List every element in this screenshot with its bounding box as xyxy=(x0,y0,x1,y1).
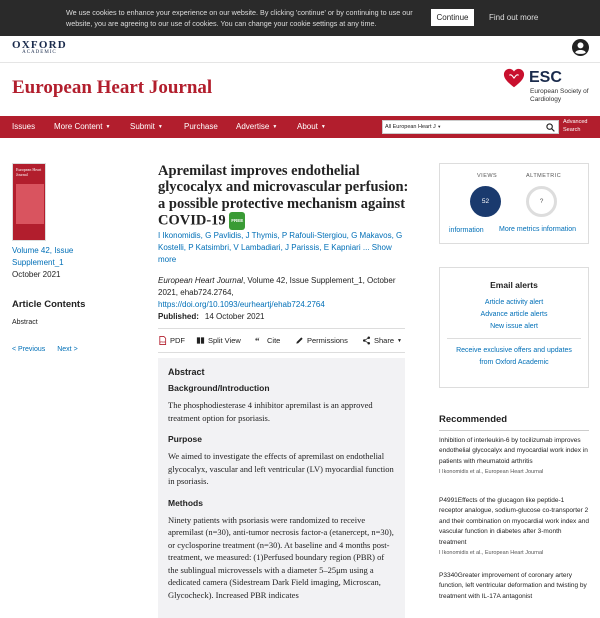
advanced-search-link[interactable]: Advanced Search xyxy=(563,119,588,133)
contents-abstract-link[interactable]: Abstract xyxy=(12,319,38,326)
information-icon[interactable] xyxy=(449,227,484,234)
nav-more-content[interactable] xyxy=(54,122,110,131)
purpose-heading: Purpose xyxy=(168,434,203,444)
nav-advertise-label: Advertise xyxy=(236,122,270,131)
recommended-divider xyxy=(439,430,589,431)
search-input[interactable] xyxy=(382,120,559,134)
permissions-label: Permissions xyxy=(307,336,348,345)
search-icon[interactable] xyxy=(546,123,555,132)
published-value: 14 October 2021 xyxy=(204,312,265,321)
published-label: Published: xyxy=(158,312,199,321)
cookie-find-out-more-link[interactable]: Find out more xyxy=(489,13,539,22)
recommended-title[interactable]: Inhibition of interleukin-6 by tocilizumab improves endothelial glycocalyx and myocardial work index in patients with rheumatoid arthritis xyxy=(439,437,588,465)
issue-link[interactable]: Volume 42, Issue Supplement_1 xyxy=(12,246,74,267)
recommended-item[interactable] xyxy=(439,571,589,602)
doi-link[interactable]: https://doi.org/10.1093/eurheartj/ehab724.2764 xyxy=(158,300,325,309)
recommended-item[interactable] xyxy=(439,436,589,478)
search-scope-label: All European Heart J xyxy=(385,124,436,130)
cover-graphic xyxy=(16,184,44,224)
cover-title: European Heart Journal xyxy=(16,167,42,177)
nav-issues-label: Issues xyxy=(12,122,36,131)
publisher-sub: ACADEMIC xyxy=(22,50,57,55)
nav-advertise[interactable] xyxy=(236,122,277,131)
header-divider xyxy=(0,62,600,63)
views-badge[interactable]: 52 xyxy=(470,186,501,217)
share-icon xyxy=(362,336,371,345)
article-activity-alert-link[interactable]: Article activity alert xyxy=(484,299,544,306)
article-toolbar xyxy=(158,333,405,349)
chevron-down-icon: ▼ xyxy=(272,123,278,130)
nav-submit[interactable] xyxy=(130,122,163,131)
recommended-title[interactable]: P4991Effects of the glucagon like peptide-1 receptor analogue, sodium-glucose co-transporter 2 and their combination on myocardial work index and vascular function in diabetes after 3-month treatment xyxy=(439,497,589,546)
esc-name: ESC xyxy=(529,69,562,86)
email-alerts-panel xyxy=(439,267,589,388)
journal-title[interactable]: European Heart Journal xyxy=(12,77,213,98)
article-title xyxy=(158,163,413,230)
search-scope-select[interactable] xyxy=(385,124,441,130)
article-title-text: Apremilast improves endothelial glycocalyx and microvascular perfusion: a possible protective mechanism against COVID-19 xyxy=(158,163,409,229)
background-text: The phosphodiesterase 4 inhibitor apremilast is an approved treatment option for psoriasis. xyxy=(168,400,373,423)
chevron-down-icon: ▼ xyxy=(320,123,326,130)
svg-text:PDF: PDF xyxy=(160,340,166,344)
cite-button[interactable] xyxy=(255,336,280,345)
nav-purchase-label: Purchase xyxy=(184,122,218,131)
issue-date: October 2021 xyxy=(12,270,61,279)
abstract-heading: Abstract xyxy=(168,367,205,377)
published-date xyxy=(158,312,265,321)
citation-info xyxy=(158,275,398,311)
cookie-text: We use cookies to enhance your experience on our website. By clicking 'continue' or by continuing to use our website, you are agreeing to our use of cookies. You can change your cookie settings at any time. xyxy=(66,8,413,28)
article-contents-heading: Article Contents xyxy=(12,299,86,310)
alerts-divider xyxy=(447,338,581,339)
free-badge: FREE xyxy=(229,212,245,230)
user-account-icon[interactable] xyxy=(572,39,589,56)
altmetric-badge[interactable]: ? xyxy=(526,186,557,217)
recommended-heading: Recommended xyxy=(439,414,508,425)
svg-text:“: “ xyxy=(255,336,260,345)
split-view-button[interactable] xyxy=(196,336,241,345)
advance-article-alerts-link[interactable]: Advance article alerts xyxy=(480,311,548,318)
publisher-name: OXFORD xyxy=(12,39,67,51)
permissions-button[interactable] xyxy=(295,336,348,345)
authors-text[interactable]: I Ikonomidis, G Pavlidis, J Thymis, P Rafouli-Stergiou, G Makavos, G Kostelli, P Katsimbri, V Lambadiari, J Parissis, E Kapniari xyxy=(158,231,403,252)
previous-link[interactable]: < Previous xyxy=(12,346,46,353)
quote-icon xyxy=(255,336,264,345)
nav-submit-label: Submit xyxy=(130,122,155,131)
recommended-title[interactable]: P3340Greater improvement of coronary artery function, left ventricular deformation and twisting by treatment with IL-17A antagonist xyxy=(439,572,587,600)
exclusive-offers-link[interactable]: Receive exclusive offers and updates from Oxford Academic xyxy=(456,347,572,366)
pdf-label: PDF xyxy=(170,336,185,345)
chevron-down-icon: ▼ xyxy=(397,337,402,344)
toolbar-divider-top xyxy=(158,328,405,329)
pdf-icon xyxy=(158,336,167,345)
cookie-continue-button[interactable]: Continue xyxy=(431,9,474,26)
altmetric-label: ALTMETRIC xyxy=(526,173,562,179)
more-metrics-link[interactable]: More metrics information xyxy=(499,226,577,233)
recommended-item[interactable] xyxy=(439,496,589,558)
nav-more-content-label: More Content xyxy=(54,122,103,131)
purpose-text: We aimed to investigate the effects of apremilast on endothelial glycocalyx, vascular and left ventricular (LV) myocardial function in psoriasis. xyxy=(168,451,394,486)
pencil-icon xyxy=(295,336,304,345)
pdf-button[interactable] xyxy=(158,336,185,345)
show-more-link[interactable]: ... Show more xyxy=(158,243,392,264)
oxford-academic-logo[interactable] xyxy=(12,39,67,55)
methods-heading: Methods xyxy=(168,497,203,508)
share-label: Share xyxy=(374,336,395,345)
split-view-label: Split View xyxy=(208,336,241,345)
prev-next-nav xyxy=(12,346,88,353)
citation-text: , Volume 42, Issue Supplement_1, October 2021, ehab724.2764, xyxy=(158,276,396,297)
toolbar-divider-bottom xyxy=(158,352,405,353)
recommended-meta: I Ikonomidis et al., European Heart Journal xyxy=(439,469,544,476)
journal-cover-image[interactable] xyxy=(12,163,46,241)
abstract-section xyxy=(158,358,405,618)
methods-text: Ninety patients with psoriasis were randomized to receive apremilast (n=30), anti-tumor necrosis factor-a (etanercept, n=30), or cyclosporine treatment (n=30). At baseline and 4 months post-treatment, we measured: (1)Perfused boundary region (PBR) of the sublingual microvessels with a diameter 5–25μm using a dedicated camera (Sidestream Dark Field imaging, Microscan, Glycocheck). Increased PBR indicates xyxy=(168,514,394,600)
esc-sub: European Society of Cardiology xyxy=(530,88,589,103)
author-list xyxy=(158,230,408,266)
split-view-icon xyxy=(196,336,205,345)
recommended-meta: I Ikonomidis et al., European Heart Journal xyxy=(439,550,544,557)
share-button[interactable] xyxy=(362,336,402,345)
background-heading: Background/Introduction xyxy=(168,383,270,393)
cookie-banner xyxy=(0,0,600,36)
metrics-panel xyxy=(439,163,589,244)
nav-about-label: About xyxy=(297,122,318,131)
chevron-down-icon: ▼ xyxy=(105,123,111,130)
nav-issues[interactable] xyxy=(12,122,35,131)
nav-purchase[interactable] xyxy=(184,122,218,131)
new-issue-alert-link[interactable]: New issue alert xyxy=(490,323,538,330)
journal-name: European Heart Journal xyxy=(158,276,243,285)
information-label: information xyxy=(449,227,484,234)
esc-heart-icon xyxy=(503,68,525,90)
next-link[interactable]: Next > xyxy=(57,346,78,353)
chevron-down-icon: ▼ xyxy=(157,123,163,130)
chevron-down-icon: ▼ xyxy=(437,124,442,129)
issue-info xyxy=(12,245,87,281)
nav-about[interactable] xyxy=(297,122,326,131)
email-alerts-heading: Email alerts xyxy=(490,280,538,290)
views-label: VIEWS xyxy=(477,173,498,179)
cite-label: Cite xyxy=(267,336,281,345)
